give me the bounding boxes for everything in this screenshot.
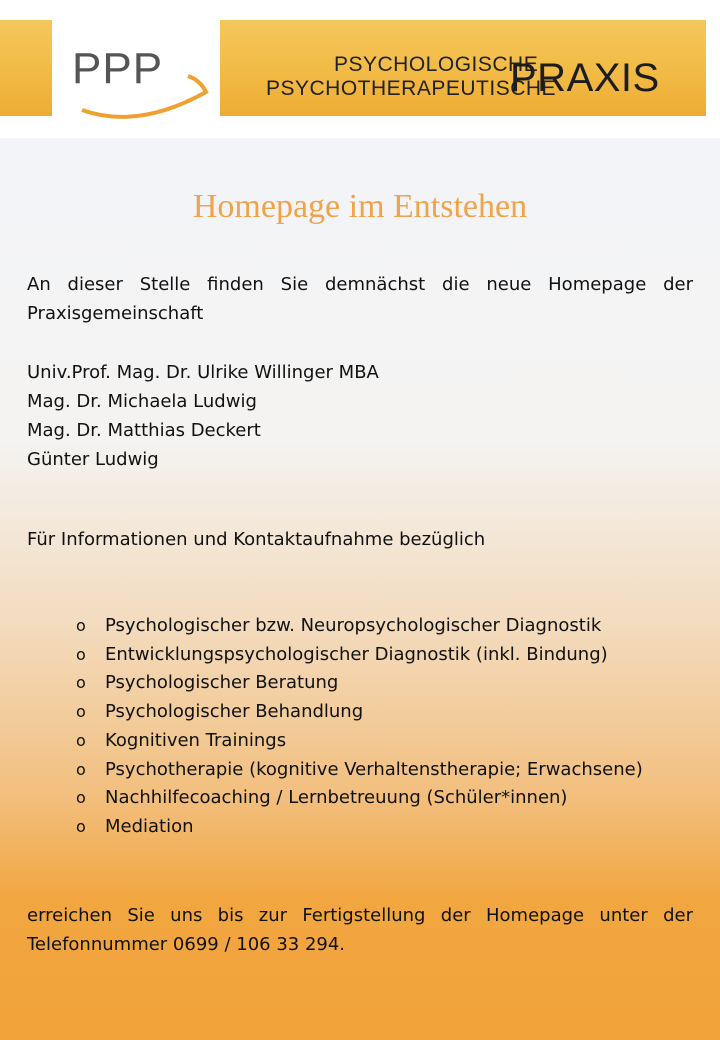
member-name: Mag. Dr. Michaela Ludwig xyxy=(27,391,257,412)
service-label: Psychologischer bzw. Neuropsychologischer Diagnostik xyxy=(105,615,602,636)
tagline-line2: PSYCHOTHERAPEUTISCHE xyxy=(266,77,557,100)
page-title: Homepage im Entstehen xyxy=(192,188,528,225)
bullet-icon: o xyxy=(76,788,86,808)
list-item xyxy=(76,698,643,727)
members-list xyxy=(27,358,693,474)
brand-word: PRAXIS xyxy=(510,56,660,100)
list-item xyxy=(76,727,643,756)
service-label: Kognitiven Trainings xyxy=(105,729,287,751)
bullet-icon: o xyxy=(76,702,86,722)
service-label: Nachhilfecoaching / Lernbetreuung (Schüler*innen) xyxy=(105,787,568,809)
list-item xyxy=(76,813,643,842)
service-label: Psychologischer Behandlung xyxy=(105,701,364,723)
bullet-icon: o xyxy=(76,816,86,836)
services-list xyxy=(76,612,643,842)
list-item xyxy=(76,756,643,785)
member-name: Mag. Dr. Matthias Deckert xyxy=(27,420,261,441)
service-label: Psychotherapie (kognitive Verhaltenstherapie; Erwachsene) xyxy=(105,758,643,780)
logo-swoosh-icon xyxy=(78,70,218,120)
tagline-line1: PSYCHOLOGISCHE xyxy=(334,53,539,76)
list-item xyxy=(76,669,643,698)
service-label: Mediation xyxy=(105,815,194,837)
bullet-icon: o xyxy=(76,759,86,779)
list-item xyxy=(76,641,643,670)
logo-text: PPP xyxy=(72,44,164,93)
bullet-icon: o xyxy=(76,673,86,693)
list-item xyxy=(76,612,643,641)
member-name: Günter Ludwig xyxy=(27,449,159,470)
intro-text: An dieser Stelle finden Sie demnächst die neue Homepage der Praxisgemeinschaft xyxy=(27,274,693,324)
info-line: Für Informationen und Kontaktaufnahme bezüglich xyxy=(27,529,486,550)
bullet-icon: o xyxy=(76,644,86,664)
bullet-icon: o xyxy=(76,730,86,750)
service-label: Entwicklungspsychologischer Diagnostik (inkl. Bindung) xyxy=(105,643,608,665)
member-name: Univ.Prof. Mag. Dr. Ulrike Willinger MBA xyxy=(27,362,379,383)
bullet-icon: o xyxy=(76,616,86,635)
closing-text: erreichen Sie uns bis zur Fertigstellung der Homepage unter der Telefonnummer 0699 / 106 33 294. xyxy=(27,905,693,955)
list-item xyxy=(76,784,643,813)
service-label: Psychologischer Beratung xyxy=(105,672,339,694)
